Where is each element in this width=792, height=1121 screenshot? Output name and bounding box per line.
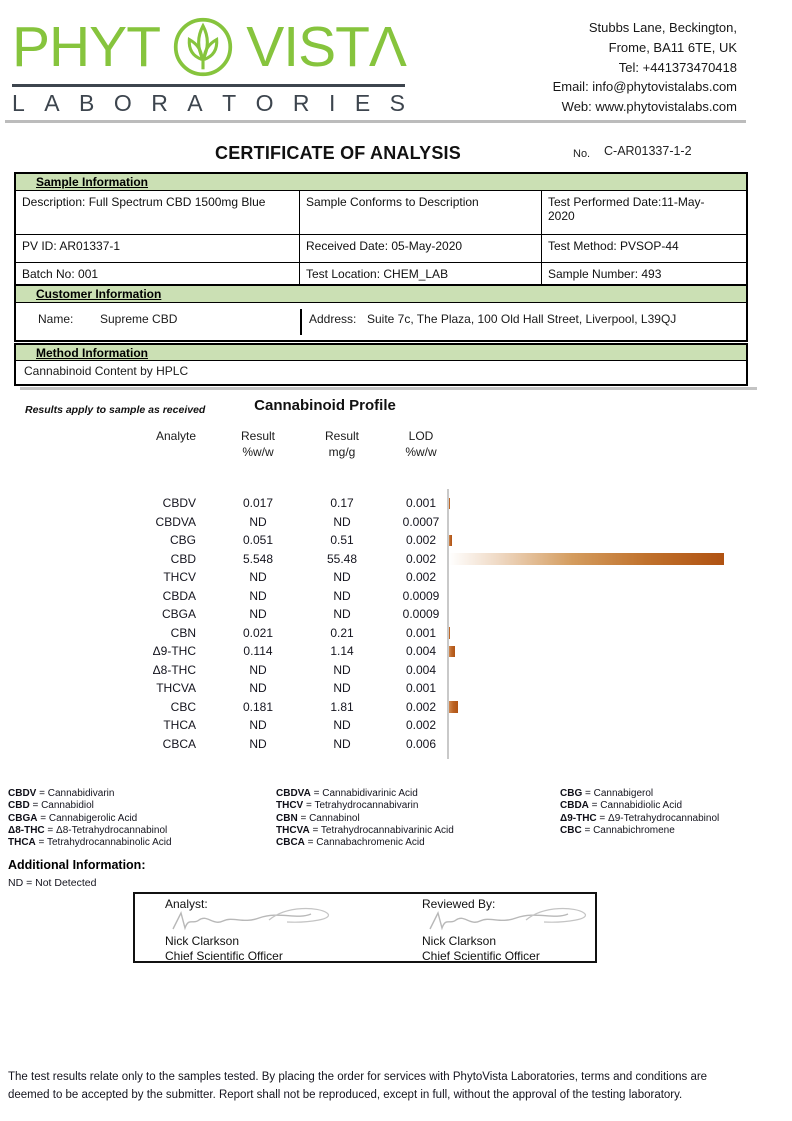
legend-item-CBN: CBN = Cannabinol xyxy=(276,812,360,824)
results-note: Results apply to sample as received xyxy=(25,404,206,416)
bar-CBN xyxy=(449,627,450,639)
analyte-row-CBC xyxy=(0,698,792,717)
analyte-row-CBGA xyxy=(0,605,792,624)
column-header-result-mgg: Result mg/g xyxy=(324,429,359,459)
sample-information-table xyxy=(14,172,748,293)
result-mg-per-g: ND xyxy=(333,607,351,621)
lab-address-block xyxy=(553,18,737,117)
sample-description-cell: Description: Full Spectrum CBD 1500mg Blue xyxy=(16,191,300,235)
signature-box xyxy=(133,892,597,963)
logo-subtitle-letter: R xyxy=(151,90,168,116)
bar-CBC xyxy=(449,701,458,713)
result-percent: 5.548 xyxy=(242,551,274,566)
legend-item-THCVA: THCVA = Tetrahydrocannabivarinic Acid xyxy=(276,824,454,836)
analyte-name: THCVA xyxy=(156,681,196,695)
test-method-cell: Test Method: PVSOP-44 xyxy=(542,235,746,263)
analyte-name: CBDVA xyxy=(155,514,196,529)
customer-name: Supreme CBD xyxy=(100,312,178,326)
reviewer-signature-block xyxy=(422,894,597,963)
sample-information-grid xyxy=(16,191,746,291)
abbreviation-legend-column-2 xyxy=(276,788,454,849)
legend-item-CBCA: CBCA = Cannabachromenic Acid xyxy=(276,837,425,849)
logo-subtitle-letter: O xyxy=(113,90,132,116)
section-title: Method Information xyxy=(36,345,148,360)
additional-information-title: Additional Information: xyxy=(8,858,146,872)
analyte-name: CBG xyxy=(169,533,196,547)
result-mg-per-g: 0.21 xyxy=(330,625,354,640)
cannabinoid-profile-title: Cannabinoid Profile xyxy=(254,397,396,414)
address-line-email: Email: info@phytovistalabs.com xyxy=(552,79,737,95)
result-mg-per-g: ND xyxy=(333,736,351,751)
batch-no-cell: Batch No: 001 xyxy=(16,263,300,291)
result-percent: ND xyxy=(249,588,267,603)
lod-percent: 0.001 xyxy=(405,625,437,640)
logo-subtitle-letter: I xyxy=(329,90,336,116)
result-percent: ND xyxy=(249,570,267,584)
reviewer-title: Chief Scientific Officer xyxy=(422,949,540,963)
logo-text-phyt: PHYT xyxy=(12,14,161,79)
footer-line: The test results relate only to the samples tested. By placing the order for services with PhytoVista Laboratories, terms and conditions are xyxy=(8,1071,708,1083)
logo-divider xyxy=(12,84,405,87)
bar-CBG xyxy=(449,535,452,547)
footer-line: deemed to be accepted by the submitter. Report shall not be reproduced, except in full, without the approval of the testing laboratory. xyxy=(8,1088,683,1101)
legend-item-CBGA: CBGA = Cannabigerolic Acid xyxy=(8,812,138,824)
section-title: Sample Information xyxy=(36,175,149,189)
legend-item-CBG: CBG = Cannabigerol xyxy=(560,788,654,799)
nd-definition: ND = Not Detected xyxy=(8,877,97,889)
lod-percent: 0.004 xyxy=(405,662,437,677)
analyte-name: CBCA xyxy=(162,736,196,751)
analyte-name: CBDV xyxy=(162,496,196,510)
result-mg-per-g: 0.17 xyxy=(330,496,354,510)
analyte-row-THCVA xyxy=(0,679,792,698)
test-performed-date-cell: Test Performed Date:11-May-2020 xyxy=(542,191,746,235)
lod-percent: 0.006 xyxy=(405,736,437,751)
result-mg-per-g: ND xyxy=(333,514,351,529)
result-percent: ND xyxy=(249,607,267,621)
legend-item-CBD: CBD = Cannabidiol xyxy=(8,800,94,812)
logo-subtitle-letter: T xyxy=(222,90,237,116)
reviewer-signature xyxy=(426,907,597,933)
analyte-name: Δ9-THC xyxy=(152,644,196,658)
analyte-name: CBD xyxy=(170,551,196,566)
result-percent: ND xyxy=(249,681,267,695)
method-information-header xyxy=(16,345,746,361)
logo-subtitle-letter: L xyxy=(12,90,25,116)
logo-subtitle-letter: A xyxy=(44,90,60,116)
lod-percent: 0.0009 xyxy=(402,607,440,621)
result-percent: 0.051 xyxy=(242,533,274,547)
address-line: Tel: +441373470418 xyxy=(618,59,737,75)
analyte-name: CBDA xyxy=(162,588,196,603)
certificate-no-label: No. xyxy=(573,148,591,160)
result-mg-per-g: ND xyxy=(333,570,351,584)
sample-conforms-cell: Sample Conforms to Description xyxy=(300,191,542,235)
logo-subtitle-laboratories xyxy=(12,90,405,117)
analyte-row-CBG xyxy=(0,531,792,550)
lod-percent: 0.002 xyxy=(405,533,437,547)
analyte-row-THCV xyxy=(0,568,792,587)
header-divider xyxy=(5,120,746,123)
logo-subtitle-letter: S xyxy=(389,90,405,116)
column-header-result-pct: Result %w/w xyxy=(240,429,275,459)
bar-Δ9-THC xyxy=(449,646,455,658)
result-percent: ND xyxy=(249,718,267,732)
analyte-results-table xyxy=(0,494,792,753)
abbreviation-legend-column-3 xyxy=(560,788,719,837)
received-date-cell: Received Date: 05-May-2020 xyxy=(300,235,542,263)
sample-information-header xyxy=(16,174,746,191)
abbreviation-legend-column-1 xyxy=(8,788,172,849)
test-location-cell: Test Location: CHEM_LAB xyxy=(300,263,542,291)
section-divider xyxy=(20,387,757,390)
logo-subtitle-letter: R xyxy=(292,90,310,116)
legend-item-THCV: THCV = Tetrahydrocannabivarin xyxy=(276,800,419,812)
logo-subtitle-letter: O xyxy=(255,90,274,116)
analyte-row-THCA xyxy=(0,716,792,735)
result-percent: ND xyxy=(249,736,267,751)
page-title: CERTIFICATE OF ANALYSIS xyxy=(215,143,461,163)
result-mg-per-g: ND xyxy=(333,718,351,732)
reviewer-name: Nick Clarkson xyxy=(422,934,497,948)
address-line: Frome, BA11 6TE, UK xyxy=(608,39,737,55)
result-mg-per-g: ND xyxy=(333,662,351,677)
analyte-name: CBN xyxy=(170,625,196,640)
leaf-icon xyxy=(172,16,234,78)
lod-percent: 0.002 xyxy=(405,570,437,584)
legend-item-CBC: CBC = Cannabichromene xyxy=(560,824,675,836)
analyst-label: Analyst: xyxy=(165,897,208,911)
result-percent: 0.114 xyxy=(243,644,273,658)
result-mg-per-g: 55.48 xyxy=(326,551,358,566)
lod-percent: 0.0007 xyxy=(402,514,440,529)
sample-number-cell: Sample Number: 493 xyxy=(548,267,662,281)
lod-percent: 0.002 xyxy=(405,551,437,566)
legend-item-CBDV: CBDV = Cannabidivarin xyxy=(8,788,115,799)
pv-id-cell: PV ID: AR01337-1 xyxy=(16,235,300,263)
bar-chart-axis xyxy=(447,489,449,759)
result-mg-per-g: 0.51 xyxy=(330,533,354,547)
lod-percent: 0.001 xyxy=(405,681,437,695)
result-percent: 0.017 xyxy=(242,496,274,510)
customer-cell-divider xyxy=(300,309,302,335)
lod-percent: 0.002 xyxy=(405,699,437,714)
address-line-web: Web: www.phytovistalabs.com xyxy=(561,99,737,115)
logo-subtitle-letter: B xyxy=(79,90,95,116)
reviewed-by-label: Reviewed By: xyxy=(422,897,496,911)
method-information-table xyxy=(14,343,748,386)
result-mg-per-g: ND xyxy=(333,588,351,603)
legend-item-CBDA: CBDA = Cannabidiolic Acid xyxy=(560,800,683,812)
analyte-row-CBDVA xyxy=(0,513,792,532)
analyte-name: Δ8-THC xyxy=(152,662,196,677)
analyte-row-Δ8-THC xyxy=(0,661,792,680)
legend-item-Δ8-THC: Δ8-THC = Δ8-Tetrahydrocannabinol xyxy=(8,824,168,836)
analyte-name: CBC xyxy=(170,699,196,714)
legend-item-CBDVA: CBDVA = Cannabidivarinic Acid xyxy=(276,788,418,799)
lod-percent: 0.0009 xyxy=(402,588,440,603)
bar-CBDV xyxy=(449,498,450,510)
lod-percent: 0.002 xyxy=(405,718,437,732)
analyte-row-CBCA xyxy=(0,735,792,754)
analyte-row-CBDV xyxy=(0,494,792,513)
certificate-number: C-AR01337-1-2 xyxy=(604,144,692,158)
lod-percent: 0.001 xyxy=(405,496,437,510)
analyte-name: THCA xyxy=(163,718,196,732)
section-title: Customer Information xyxy=(36,287,162,301)
analyte-row-CBDA xyxy=(0,587,792,606)
customer-name-label: Name: xyxy=(38,312,74,326)
analyte-row-Δ9-THC xyxy=(0,642,792,661)
bar-CBD xyxy=(449,553,724,565)
legend-item-THCA: THCA = Tetrahydrocannabinolic Acid xyxy=(8,837,172,849)
phytovista-logo xyxy=(12,10,406,84)
legend-item-Δ9-THC: Δ9-THC = Δ9-Tetrahydrocannabinol xyxy=(560,812,720,824)
method-name: Cannabinoid Content by HPLC xyxy=(24,364,189,378)
lod-percent: 0.004 xyxy=(405,644,437,658)
result-percent: ND xyxy=(249,662,267,677)
logo-text-vista: VISTΛ xyxy=(246,14,406,79)
customer-information-table xyxy=(14,284,748,342)
customer-row xyxy=(16,303,746,340)
result-mg-per-g: 1.14 xyxy=(330,644,354,658)
result-mg-per-g: ND xyxy=(333,681,351,695)
result-percent: ND xyxy=(249,514,267,529)
analyst-title: Chief Scientific Officer xyxy=(165,949,283,963)
customer-address: Suite 7c, The Plaza, 100 Old Hall Street, Liverpool, L39QJ xyxy=(367,312,677,326)
result-percent: 0.021 xyxy=(242,625,274,640)
customer-address-label: Address: xyxy=(309,312,357,326)
column-header-lod: LOD %w/w xyxy=(405,429,437,459)
logo-subtitle-letter: E xyxy=(354,90,371,116)
address-line: Stubbs Lane, Beckington, xyxy=(588,20,737,35)
logo-subtitle-letter: A xyxy=(187,90,203,116)
customer-information-header xyxy=(16,286,746,303)
analyst-signature xyxy=(169,907,349,933)
analyte-name: CBGA xyxy=(161,607,196,621)
analyst-name: Nick Clarkson xyxy=(165,934,240,948)
analyte-row-CBN xyxy=(0,624,792,643)
footer-disclaimer xyxy=(8,1069,780,1104)
result-mg-per-g: 1.81 xyxy=(330,699,354,714)
analyte-name: THCV xyxy=(163,570,196,584)
column-header-analyte: Analyte xyxy=(155,429,196,443)
analyst-signature-block xyxy=(165,894,395,963)
result-percent: 0.181 xyxy=(242,699,274,714)
